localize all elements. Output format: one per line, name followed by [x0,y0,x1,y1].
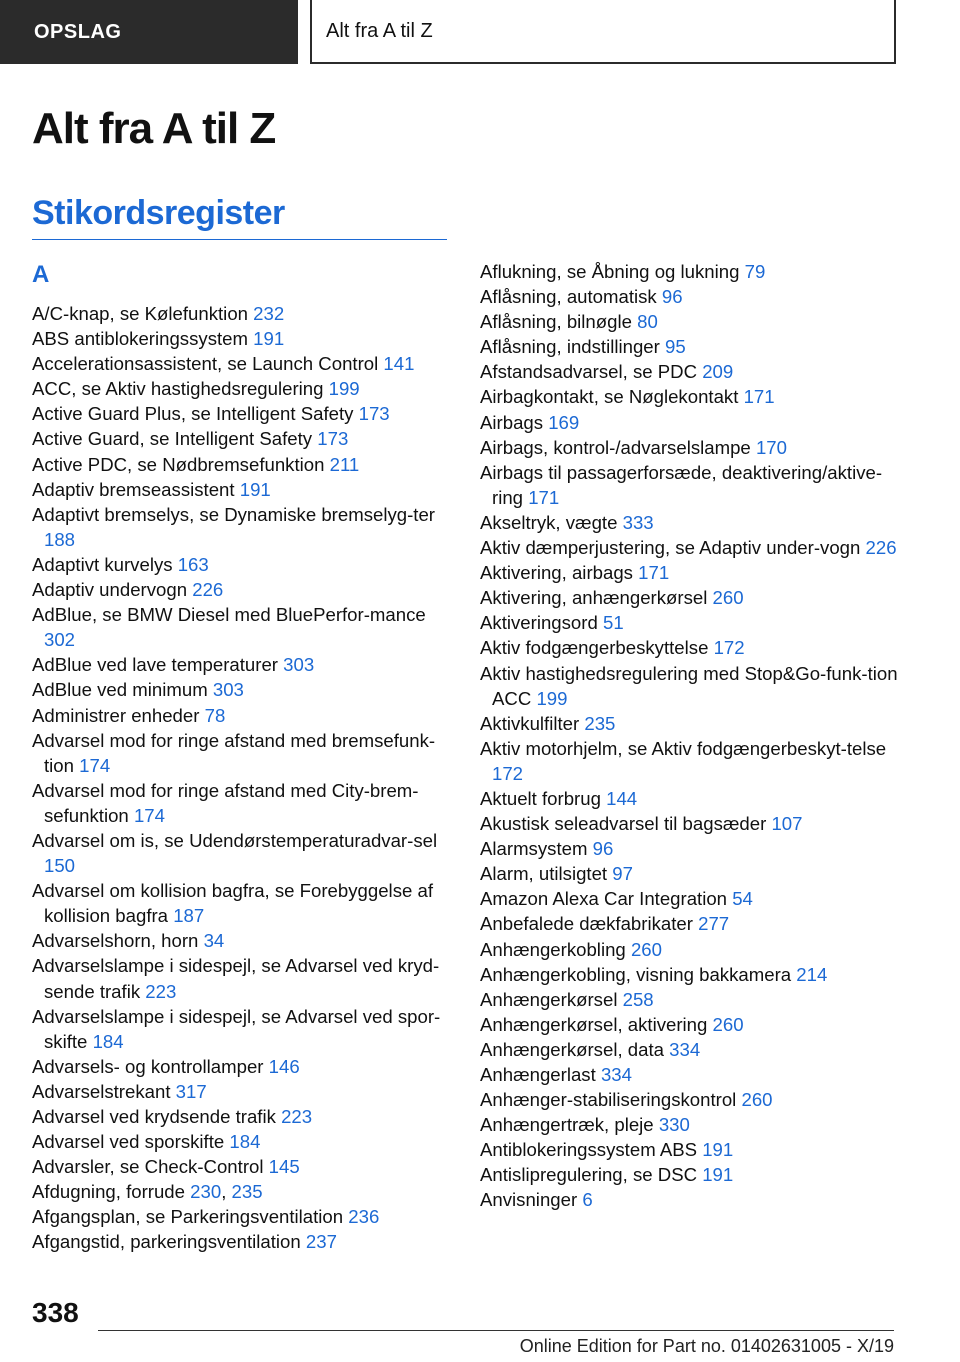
index-entry-text: Adaptiv bremseassistent [32,478,235,500]
index-entry [480,937,900,962]
page-link[interactable]: 6 [582,1189,593,1211]
page-link[interactable]: 171 [638,562,670,584]
index-entry-text: Anhængerlast [480,1064,596,1085]
index-entry-text: Aktuelt forbrug [480,787,601,809]
page-link[interactable]: 258 [622,988,654,1010]
index-entry-text: Aflåsning, automatisk [480,286,657,308]
footer-divider [98,1330,894,1331]
index-entry-text: Amazon Alexa Car Integration [480,888,728,910]
page-link[interactable]: 97 [612,863,633,885]
index-entry-text: Advarsler, se Check-Control [32,1156,264,1178]
index-entry [480,1187,900,1212]
index-entry-text: Accelerationsassistent, se Launch Control [32,353,379,375]
page-link[interactable]: 191 [702,1139,734,1161]
page-link[interactable]: 191 [702,1164,734,1186]
page-link[interactable]: 184 [229,1131,261,1153]
page-link[interactable]: 232 [253,303,285,324]
index-entry-text: ABS antiblokeringssystem [32,328,248,350]
page-link[interactable]: 79 [744,261,766,282]
index-list-right [480,259,900,1213]
index-entry [32,1229,452,1254]
page-link[interactable]: 214 [796,963,828,985]
index-entry [32,1104,452,1129]
page-link[interactable]: 334 [600,1064,632,1085]
page-title: Alt fra A til Z [32,104,276,153]
page-link[interactable]: 150 [44,855,76,877]
header-section-tab[interactable] [0,0,298,64]
index-entry [480,736,900,786]
page-link[interactable]: 260 [630,938,662,960]
index-entry-text: Advarselslampe i sidespejl, se Advarsel ved spor-skifte [32,1005,441,1052]
index-entry-text: Anhængertræk, pleje [480,1114,654,1136]
index-entry-text: A/C-knap, se Kølefunktion [32,303,248,324]
index-column-left [32,259,452,1255]
page-number: 338 [32,1297,79,1328]
index-entry-text: AdBlue ved minimum [32,679,208,701]
index-entry [480,861,900,886]
index-entry [480,384,900,409]
index-entry [32,1204,452,1229]
index-entry [480,435,900,460]
index-entry [32,552,452,577]
index-entry-text: Aktivering, anhængerkørsel [480,587,708,609]
index-entry [480,610,900,635]
index-entry [32,1079,452,1104]
page-link[interactable]: 237 [305,1231,337,1253]
index-entry [32,878,452,928]
index-entry-text: Active Guard Plus, se Intelligent Safety [32,403,354,425]
index-entry [32,828,452,878]
index-entry [32,1154,452,1179]
page-link[interactable]: 171 [528,486,560,508]
index-entry-text: Anhængerkørsel, aktivering [480,1013,708,1035]
index-entry [480,410,900,435]
page-link[interactable]: 187 [173,905,205,927]
page-link[interactable]: 144 [606,787,638,809]
page-link[interactable]: 191 [253,328,285,350]
index-entry-text: Advarsel ved krydsende trafik [32,1106,276,1127]
page-link[interactable]: 173 [317,428,349,450]
index-list-left [32,301,452,1255]
index-entry [32,477,452,502]
index-entry-text: Advarsels- og kontrollamper [32,1055,264,1077]
index-entry-text: Airbags [480,411,544,433]
index-entry-text: Aktiv fodgængerbeskyttelse [480,637,709,659]
index-entry-text: Aflukning, se Åbning og lukning [480,261,740,282]
index-entry-text: Afstandsadvarsel, se PDC [480,361,698,383]
page-link[interactable]: 260 [712,1013,744,1035]
index-entry-text: Aktiv hastighedsregulering med Stop&Go-funk-tion ACC [480,662,898,709]
index-entry-text: Aktiv dæmperjustering, se Adaptiv under-vogn [480,537,861,559]
index-entry [480,962,900,987]
index-column-right [480,259,900,1213]
page-link[interactable]: 277 [698,913,730,935]
index-entry-text: Alarm, utilsigtet [480,863,608,885]
index-entry [480,1062,900,1087]
index-entry-text: ACC, se Aktiv hastighedsregulering [32,378,324,400]
index-entry [480,460,900,510]
index-entry-text: Advarselslampe i sidespejl, se Advarsel ved kryd-sende trafik [32,955,440,1002]
index-entry-text: Advarsel om kollision bagfra, se Forebyggelse af kollision bagfra [32,880,434,927]
index-entry [480,510,900,535]
page-link[interactable]: 303 [212,679,244,701]
header-chapter-label: Alt fra A til Z [326,19,433,42]
index-entry-text: AdBlue, se BMW Diesel med BluePerfor-mance [32,604,426,626]
index-entry: Afdugning, forrude 230, 235 [32,1181,263,1203]
index-entry-text: Advarsel mod for ringe afstand med City-brem-sefunktion [32,779,419,826]
index-entry-text: Alarmsystem [480,838,588,860]
index-entry [480,334,900,359]
index-entry-text: Aflåsning, bilnøgle [480,311,632,333]
index-entry-text: Afgangstid, parkeringsventilation [32,1231,301,1253]
index-entry-text: Active Guard, se Intelligent Safety [32,428,313,450]
page-link[interactable]: 226 [865,537,897,559]
page-link[interactable]: 171 [743,386,775,408]
index-entry-text: Akseltryk, vægte [480,511,618,533]
page-link[interactable]: 260 [741,1089,773,1111]
page-link[interactable]: 188 [44,528,76,550]
page-link[interactable]: 235 [584,712,616,734]
index-entry-text: Aktivering, airbags [480,562,633,584]
page-link[interactable]: 80 [637,311,658,333]
index-entry-text: Advarsel om is, se Udendørstemperaturadvar-sel [32,829,438,851]
page-link[interactable]: 333 [622,511,654,533]
index-entry [480,811,900,836]
section-subtitle: Stikordsregister [32,194,285,232]
index-entry-text: Airbags, kontrol-/advarselslampe [480,436,751,458]
index-entry [480,786,900,811]
index-entry-text: Adaptivt kurvelys [32,553,173,575]
index-entry [32,652,452,677]
index-entry [32,326,452,351]
page-link[interactable]: 184 [92,1030,124,1052]
index-entry-text: AdBlue ved lave temperaturer [32,654,278,676]
index-entry [480,987,900,1012]
index-entry-text: Aflåsning, indstillinger [480,336,660,358]
index-entry [32,703,452,728]
index-entry-text: Anhænger-stabiliseringskontrol [480,1089,737,1111]
index-entry-text: Airbagkontakt, se Nøglekontakt [480,386,739,408]
index-entry [32,452,452,477]
page-link[interactable]: 209 [702,361,734,383]
index-entry-text: Anhængerkobling [480,938,626,960]
index-entry-text: Anhængerkørsel [480,988,618,1010]
index-entry [480,661,900,711]
page-link[interactable]: 96 [592,838,614,860]
page-link[interactable]: 169 [548,411,580,433]
index-entry-text: Anhængerkobling, visning bakkamera [480,963,792,985]
index-entry [32,351,452,376]
index-entry-text: Afgangsplan, se Parkeringsventilation [32,1206,344,1228]
index-entry-text: Advarselshorn, horn [32,930,199,952]
page-link[interactable]: 302 [44,629,76,651]
header-chapter-tab[interactable] [310,0,896,64]
page-link[interactable]: 334 [669,1038,701,1060]
index-entry-text: Adaptivt bremselys, se Dynamiske bremselyg-ter [32,503,435,525]
index-entry [32,577,452,602]
index-entry [32,1004,452,1054]
page-link[interactable]: 54 [732,888,753,910]
index-entry-text: Adaptiv undervogn [32,579,188,601]
page-link[interactable]: 236 [348,1206,380,1228]
index-entry-text: Anhængerkørsel, data [480,1038,664,1060]
index-entry [480,359,900,384]
index-entry [32,928,452,953]
index-letter-heading: A [32,261,50,288]
index-entry [480,585,900,610]
index-entry-text: Antiblokeringssystem ABS [480,1139,698,1161]
page-link[interactable]: 211 [329,453,360,475]
page-link[interactable]: 173 [358,403,390,425]
index-entry-text: Advarsel mod for ringe afstand med bremsefunk-tion [32,729,436,776]
index-entry-text: Aktivkulfilter [480,712,580,734]
page-link[interactable]: 141 [383,353,415,375]
index-entry [480,259,900,284]
index-entry [480,1087,900,1112]
page-link[interactable]: 230 [190,1181,222,1203]
index-entry [32,677,452,702]
index-entry [480,1012,900,1037]
index-entry [480,1162,900,1187]
page-link[interactable]: 146 [268,1055,300,1077]
subtitle-underline [32,239,447,240]
page-link[interactable]: 174 [133,804,165,826]
index-entry [480,911,900,936]
page-link[interactable]: 107 [771,813,803,835]
index-entry [480,836,900,861]
page-link[interactable]: 34 [203,930,225,952]
page-link[interactable]: 260 [712,587,744,609]
page-link[interactable]: 172 [492,762,524,784]
page-link[interactable]: 170 [755,436,787,458]
index-entry-text: Airbags til passagerforsæde, deaktivering/aktive-ring [480,461,883,508]
index-entry [32,401,452,426]
page-link[interactable]: 191 [239,478,271,500]
index-entry [32,778,452,828]
page-link[interactable]: 303 [283,654,315,676]
page-link[interactable]: 78 [204,704,226,726]
page-link[interactable]: 199 [536,687,568,709]
index-entry-text: Aktiveringsord [480,612,598,634]
index-entry [480,1037,900,1062]
page-link[interactable]: 174 [79,754,111,776]
index-entry-text: Aktiv motorhjelm, se Aktiv fodgængerbeskyt-telse [480,737,887,759]
page-link[interactable]: 51 [602,612,624,634]
index-entry [480,535,900,560]
page-link[interactable]: 96 [661,286,683,308]
index-entry [480,1137,900,1162]
index-entry [480,711,900,736]
index-entry [32,502,452,552]
page-link[interactable]: 172 [713,637,745,659]
index-entry-text: Antislipregulering, se DSC [480,1164,698,1186]
footer-edition: Online Edition for Part no. 01402631005 - X/19 [519,1336,894,1356]
index-entry [32,1054,452,1079]
page-link[interactable]: 95 [665,336,686,358]
page-link[interactable]: 199 [328,378,360,400]
index-entry [32,728,452,778]
index-entry-text: Afdugning, forrude [32,1181,185,1203]
page-link[interactable]: 163 [177,553,209,575]
index-entry [480,284,900,309]
index-entry [480,1112,900,1137]
index-entry [32,953,452,1003]
page-link[interactable]: 330 [658,1114,690,1136]
index-entry-text: Akustisk seleadvarsel til bagsæder [480,813,767,835]
index-entry [32,426,452,451]
index-entry-text: Advarselstrekant [32,1080,171,1102]
index-entry-text: Active PDC, se Nødbremsefunktion [32,453,325,475]
index-entry [480,560,900,585]
index-entry [32,301,452,326]
index-entry-text: Anbefalede dækfabrikater [480,913,693,935]
page-link[interactable]: 226 [192,579,224,601]
page-link[interactable]: 223 [281,1106,313,1127]
page-link[interactable]: 235 [231,1181,263,1203]
index-entry [480,886,900,911]
index-entry [32,376,452,401]
page-link[interactable]: 223 [145,980,177,1002]
index-entry [480,635,900,660]
index-entry-text: Anvisninger [480,1189,578,1211]
index-entry [32,1129,452,1154]
index-entry-text: Advarsel ved sporskifte [32,1131,225,1153]
header-section-label: OPSLAG [34,20,122,43]
index-entry [32,602,452,652]
page-link[interactable]: 145 [268,1156,300,1178]
index-entry [480,309,900,334]
index-entry-text: Administrer enheder [32,704,200,726]
page-link[interactable]: 317 [175,1080,207,1102]
